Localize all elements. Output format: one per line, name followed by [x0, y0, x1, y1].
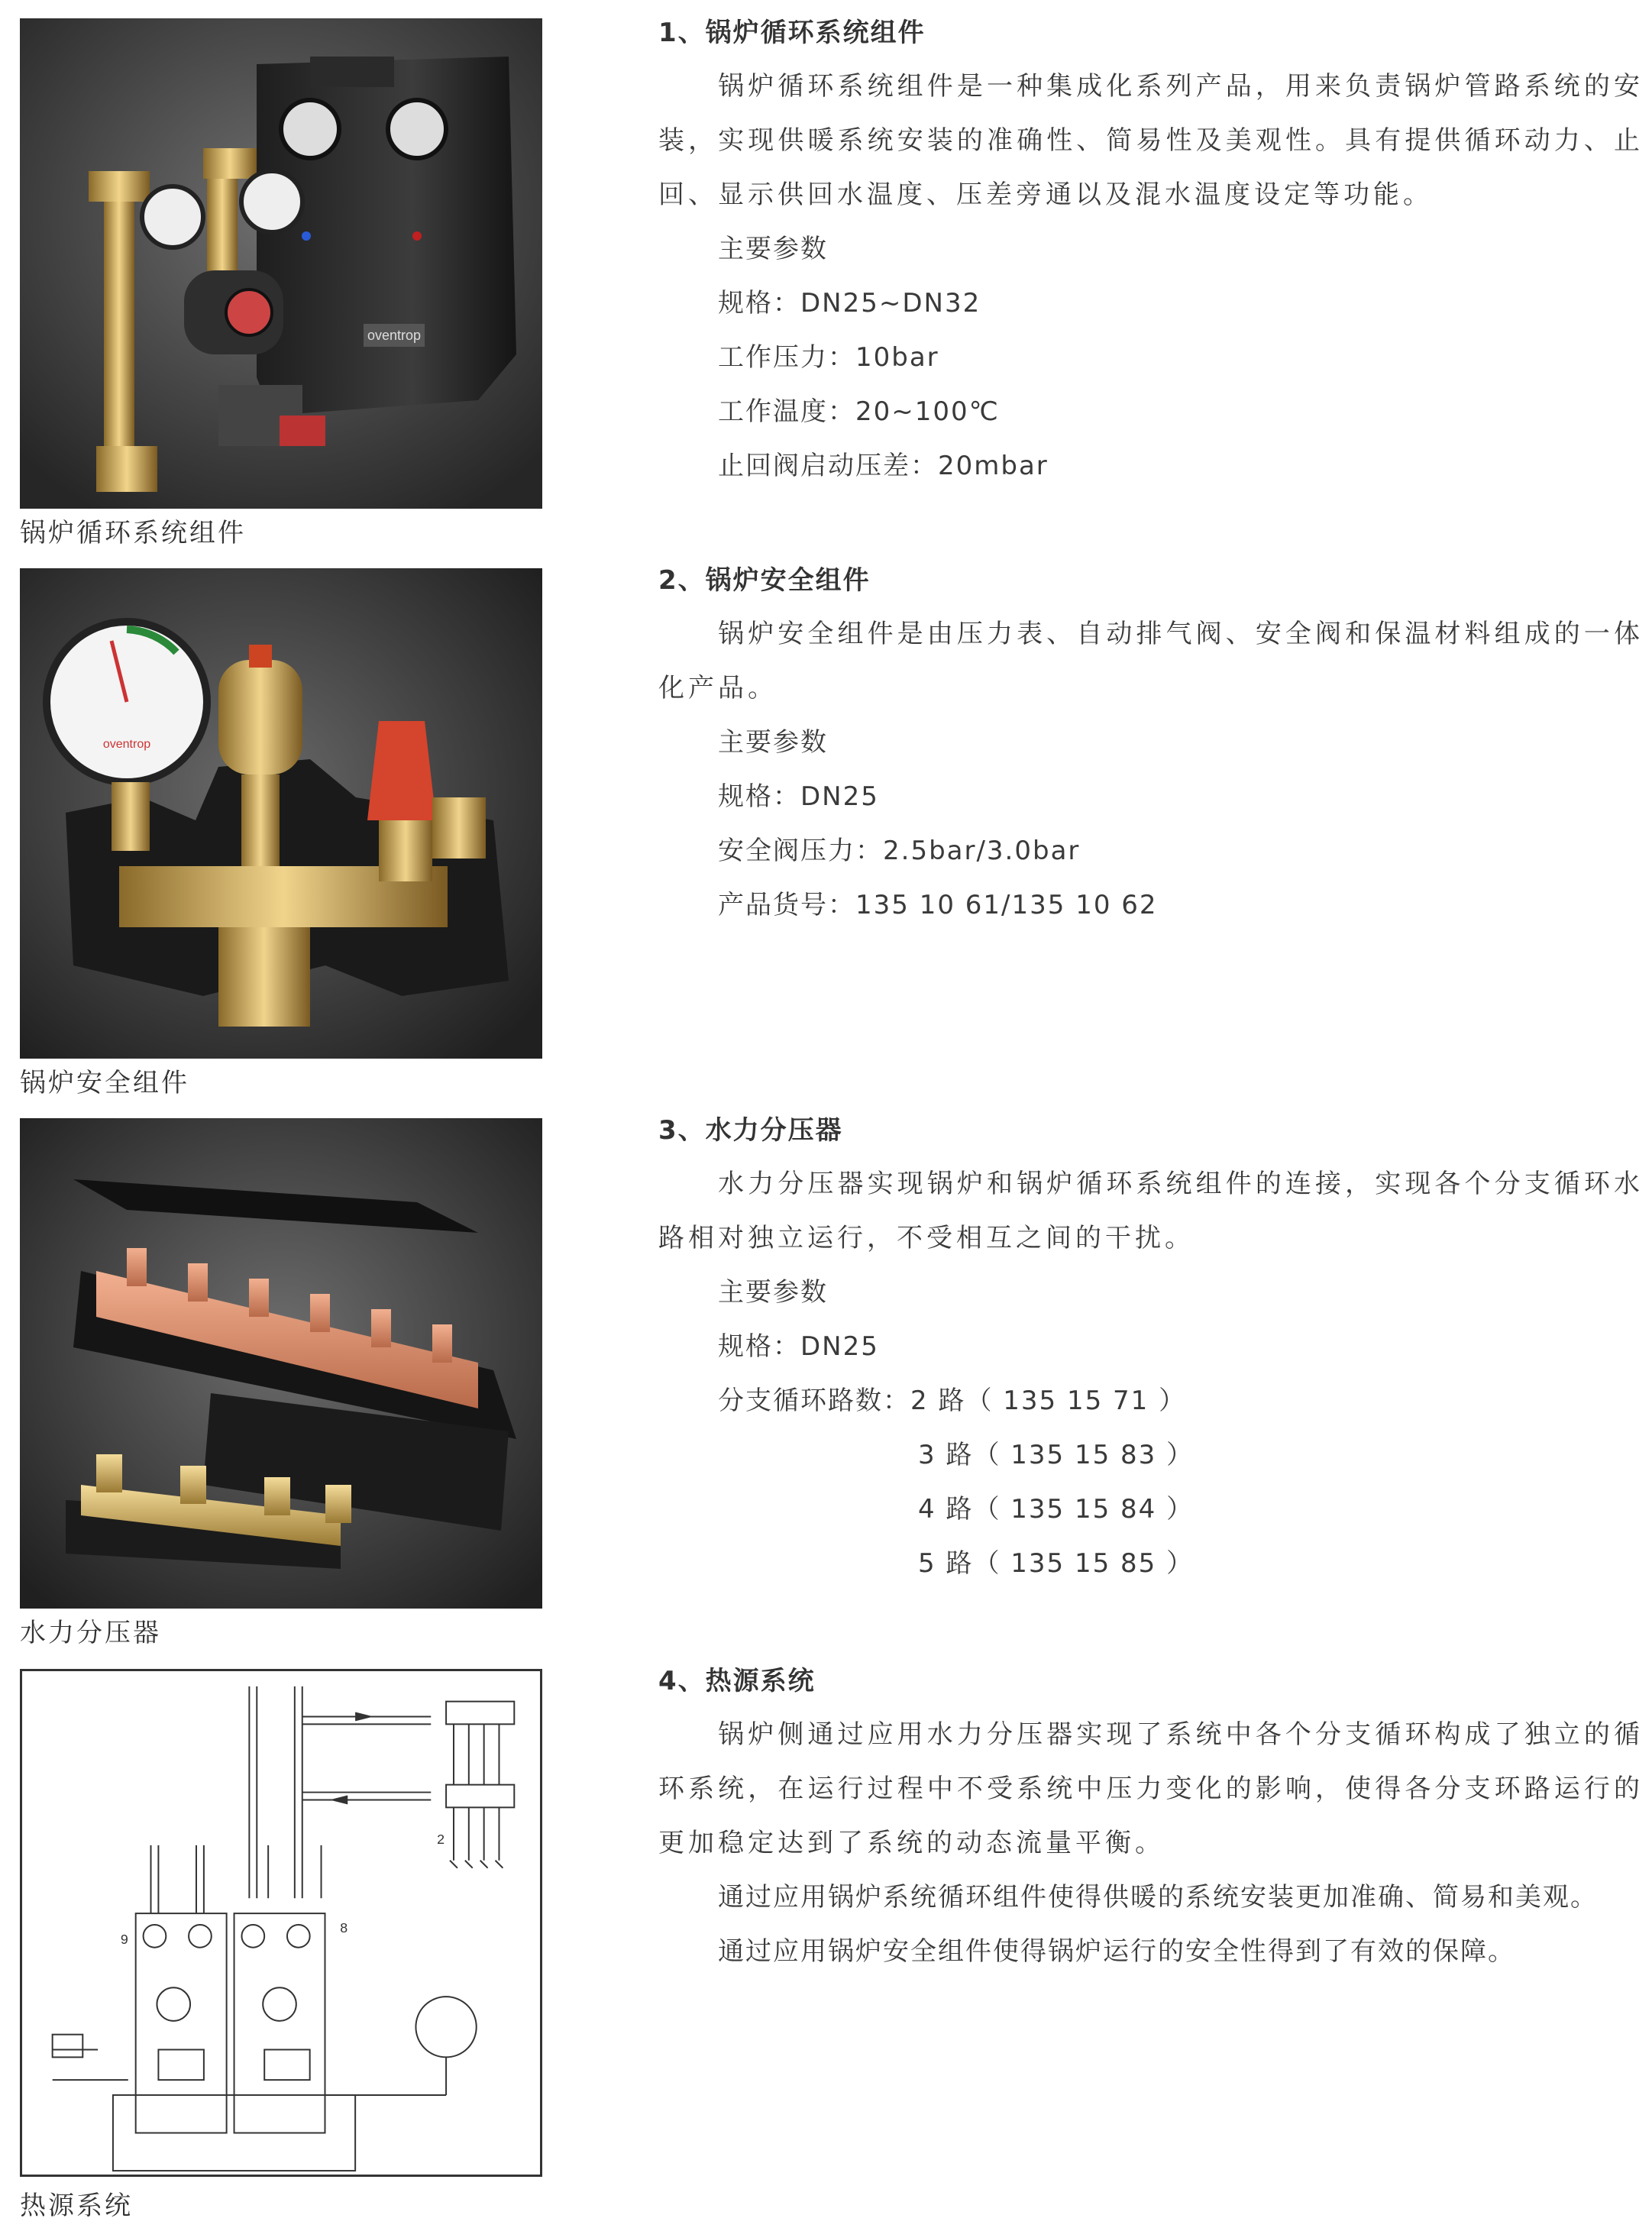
- section-3-description-text: 水力分压器实现锅炉和锅炉循环系统组件的连接，实现各个分支循环水路相对独立运行，不受相互之间的干扰。: [658, 1169, 1644, 1253]
- section-1-title: 1、锅炉循环系统组件: [658, 18, 926, 48]
- section-4-description-text: 锅炉侧通过应用水力分压器实现了系统中各个分支循环构成了独立的循环系统，在运行过程中不受系统中压力变化的影响，使得各分支环路运行的更加稳定达到了系统的动态流量平衡。: [658, 1719, 1644, 1858]
- brand-oventrop-label: oventrop: [367, 328, 422, 343]
- section-hydraulic-separator: [658, 1104, 1644, 1591]
- section-4-extra-line: 通过应用锅炉系统循环组件使得供暖的系统安装更加准确、简易和美观。: [718, 1882, 1598, 1913]
- caption-boiler-circulation: 锅炉循环系统组件: [20, 518, 246, 548]
- branch-item: 2 路（ 135 15 71 ）: [910, 1386, 1187, 1416]
- section-boiler-safety: [658, 554, 1644, 933]
- section-4-description: [658, 1708, 1644, 1871]
- section-1-params-heading: 主要参数: [718, 234, 828, 264]
- section-1-param: 工作温度：20~100℃: [718, 396, 1000, 427]
- photo-boiler-circulation-unit: [20, 18, 542, 509]
- section-4-extra-line: 通过应用锅炉安全组件使得锅炉运行的安全性得到了有效的保障。: [718, 1936, 1515, 1967]
- section-1-param: 工作压力：10bar: [718, 342, 939, 373]
- section-3-params-heading: 主要参数: [718, 1277, 828, 1308]
- diagram-label-a: 2: [437, 1831, 445, 1847]
- section-3-description: [658, 1157, 1644, 1266]
- branch-item: 4 路（ 135 15 84 ）: [918, 1494, 1195, 1525]
- diagram-heat-source-system: [20, 1669, 542, 2177]
- section-3-title: 3、水力分压器: [658, 1115, 843, 1146]
- branch-item: 5 路（ 135 15 85 ）: [918, 1548, 1195, 1579]
- section-1-description-text: 锅炉循环系统组件是一种集成化系列产品，用来负责锅炉管路系统的安装，实现供暖系统安装的准确性、简易性及美观性。具有提供循环动力、止回、显示供回水温度、压差旁通以及混水温度设定等功能。: [658, 71, 1644, 210]
- section-4-title: 4、热源系统: [658, 1666, 816, 1696]
- photo-boiler-safety-group: [20, 568, 542, 1059]
- branches-label: 分支循环路数：: [718, 1386, 910, 1416]
- caption-heat-source-system: 热源系统: [20, 2191, 133, 2221]
- section-3-branches-row: [658, 1374, 1644, 1428]
- section-3-param: 规格：DN25: [718, 1331, 879, 1362]
- section-1-param: 止回阀启动压差：20mbar: [718, 451, 1049, 481]
- section-2-description: [658, 607, 1644, 716]
- section-2-param: 规格：DN25: [718, 781, 879, 812]
- section-2-title: 2、锅炉安全组件: [658, 565, 871, 596]
- section-1-param: 规格：DN25~DN32: [718, 288, 981, 319]
- branch-item: 3 路（ 135 15 83 ）: [918, 1440, 1195, 1470]
- section-2-params-heading: 主要参数: [718, 727, 828, 758]
- gauge-brand-label: oventrop: [102, 738, 151, 751]
- caption-boiler-safety: 锅炉安全组件: [20, 1068, 189, 1098]
- section-2-description-text: 锅炉安全组件是由压力表、自动排气阀、安全阀和保温材料组成的一体化产品。: [658, 619, 1644, 703]
- caption-hydraulic-separator: 水力分压器: [20, 1618, 161, 1648]
- diagram-label-b: 9: [120, 1931, 128, 1947]
- photo-hydraulic-separator: [20, 1118, 542, 1609]
- section-boiler-circulation: [658, 6, 1644, 493]
- section-2-param: 安全阀压力：2.5bar/3.0bar: [718, 836, 1081, 866]
- section-1-description: [658, 60, 1644, 222]
- diagram-label-c: 8: [340, 1919, 348, 1935]
- section-heat-source-system: [658, 1654, 1644, 1979]
- section-2-param: 产品货号：135 10 61/135 10 62: [718, 890, 1158, 920]
